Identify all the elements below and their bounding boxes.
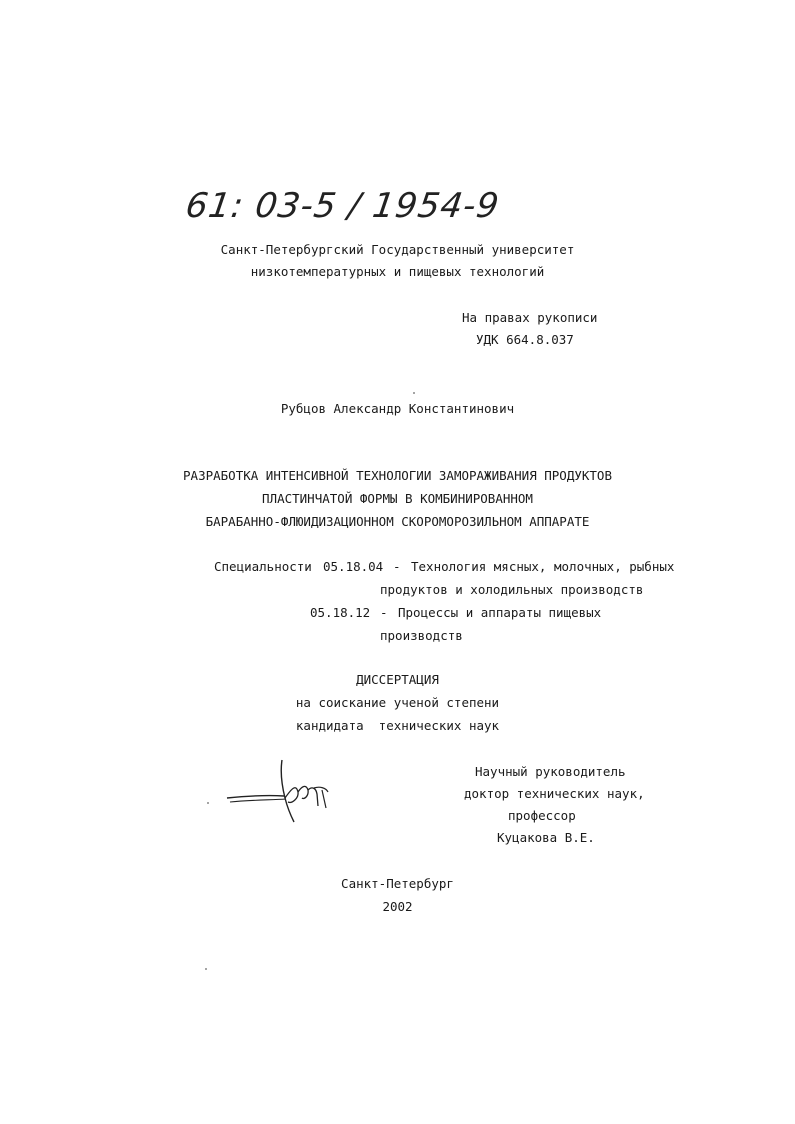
dissertation-heading: ДИССЕРТАЦИЯ — [356, 672, 439, 687]
degree-line-1: на соискание ученой степени — [295, 695, 500, 710]
city: Санкт-Петербург — [341, 876, 454, 891]
degree-line-2: кандидата технических наук — [295, 718, 500, 733]
specialty-2-name-line-1: Процессы и аппараты пищевых — [398, 605, 602, 620]
scan-speck — [413, 392, 415, 394]
title-line-2: ПЛАСТИНЧАТОЙ ФОРМЫ В КОМБИНИРОВАННОМ — [262, 491, 533, 506]
udc-code: УДК 664.8.037 — [476, 332, 574, 347]
author-signature — [222, 758, 342, 828]
supervisor-label: Научный руководитель — [475, 764, 626, 779]
specialty-2-dash: - — [380, 605, 388, 620]
specialty-1-dash: - — [393, 559, 401, 574]
manuscript-rights: На правах рукописи — [462, 310, 598, 325]
author-name: Рубцов Александр Константинович — [280, 401, 515, 416]
specialty-2-code: 05.18.12 — [310, 605, 371, 620]
supervisor-name: Куцакова В.Е. — [497, 830, 595, 845]
title-line-3: БАРАБАННО-ФЛЮИДИЗАЦИОННОМ СКОРОМОРОЗИЛЬНОМ АППАРАТЕ — [205, 514, 590, 529]
specialty-1-name-line-1: Технология мясных, молочных, рыбных — [411, 559, 675, 574]
year: 2002 — [382, 899, 413, 914]
scan-speck — [207, 802, 209, 804]
title-line-1: РАЗРАБОТКА ИНТЕНСИВНОЙ ТЕХНОЛОГИИ ЗАМОРАЖИВАНИЯ ПРОДУКТОВ — [183, 468, 612, 483]
specialty-1-code: 05.18.04 — [323, 559, 384, 574]
scan-speck — [205, 968, 207, 970]
archive-number-handwritten: 61: 03-5 / 1954-9 — [183, 186, 503, 226]
specialty-2-name-line-2: производств — [380, 628, 463, 643]
specialty-1-name-line-2: продуктов и холодильных производств — [380, 582, 644, 597]
university-line-1: Санкт-Петербургский Государственный университет — [220, 242, 575, 257]
specialties-label: Специальности — [214, 559, 312, 574]
supervisor-title: профессор — [508, 808, 576, 823]
university-line-2: низкотемпературных и пищевых технологий — [250, 264, 545, 279]
supervisor-degree: доктор технических наук, — [464, 786, 645, 801]
